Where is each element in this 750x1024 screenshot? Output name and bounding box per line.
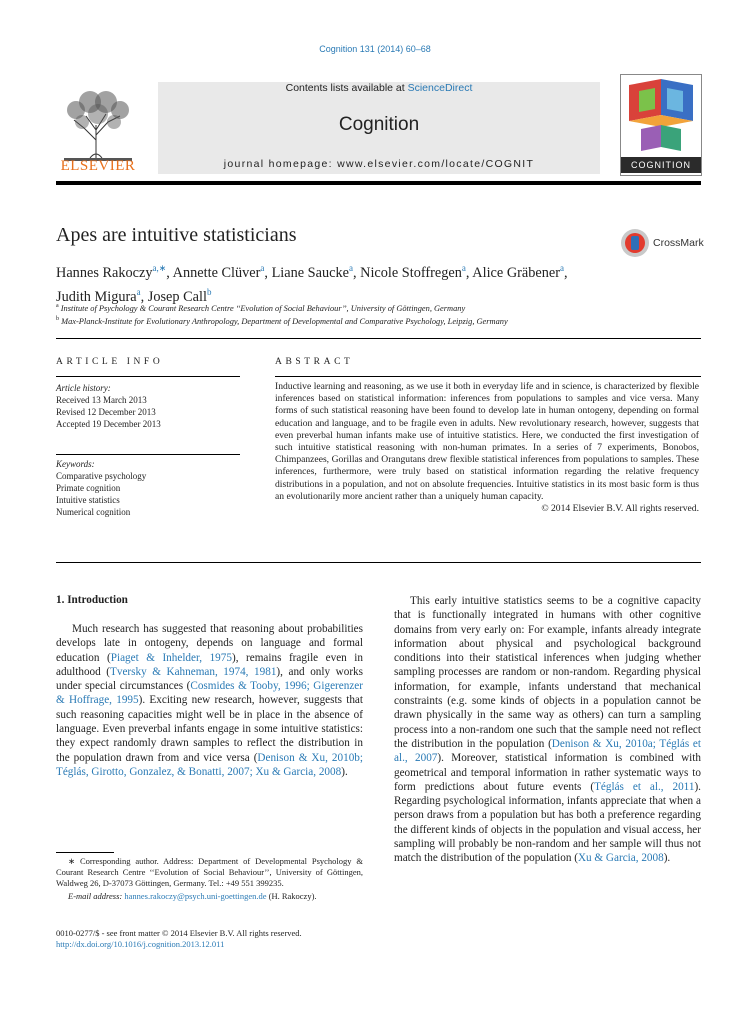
abstract-rule (275, 376, 701, 377)
email-link[interactable]: hannes.rakoczy@psych.uni-goettingen.de (124, 891, 267, 901)
text-run: ). Exciting new research, however, suggests that such reasoning capacities might well be in place in the absence of language. Even preverbal infants engage in some intuitive statistics: they expect randomly drawn samples to reflect the distribution in the population drawn from and vice versa ( (56, 694, 364, 764)
citation-link[interactable]: Téglás et al., 2011 (594, 780, 695, 793)
crossmark-label: CrossMark (653, 237, 704, 249)
author-name: Hannes Rakoczy (56, 264, 153, 281)
abstract (275, 381, 699, 515)
citation-link[interactable]: Denison & Xu, 2010b; Téglás, Girotto, Gonzalez, & Bonatti, 2007; Xu & Garcia, 2008 (56, 751, 363, 778)
author-name: Liane Saucke (271, 264, 349, 281)
author-name: Josep Call (147, 288, 207, 305)
text-run: ). (341, 765, 348, 778)
author-line-2: Judith Migura$^a$, Josep Call$^b$ (56, 286, 212, 305)
history-label: Article history: (56, 383, 111, 393)
affiliation-mark: b (56, 316, 59, 322)
text-run: ). (663, 852, 671, 865)
citation-link[interactable]: Piaget & Inhelder, 1975 (110, 651, 232, 664)
header-rule (56, 181, 701, 185)
author-affil-mark[interactable]: a (348, 263, 353, 273)
citation-link[interactable]: Cosmides & Tooby, 1996; Gigerenzer & Hoffrage, 1995 (56, 680, 363, 707)
article-title: Apes are intuitive statisticians (56, 224, 297, 246)
front-matter-rule (56, 338, 701, 339)
doi-link[interactable]: http://dx.doi.org/10.1016/j.cognition.2013.12.011 (56, 939, 225, 949)
author-affil-mark[interactable]: a (136, 286, 141, 297)
abstract-heading: ABSTRACT (275, 357, 354, 367)
corresponding-text: ∗ Corresponding author. Address: Department of Developmental Psychology & Courant Research Centre ‘‘Evolution of Social Behaviour’’, University of Göttingen, Waldweg 26, D-37073 Göttingen, Germany. Tel.: +49 551 399235. (56, 856, 363, 888)
citation-link[interactable]: Tversky & Kahneman, 1974, 1981 (110, 665, 277, 678)
author-affil-mark[interactable]: a (260, 263, 265, 273)
history-revised: Revised 12 December 2013 (56, 407, 156, 417)
crossmark-icon (620, 228, 650, 258)
keywords (56, 458, 241, 518)
email-suffix: (H. Rakoczy). (266, 891, 317, 901)
affiliation-b (56, 316, 706, 326)
front-matter-text: 0010-0277/$ - see front matter © 2014 Elsevier B.V. All rights reserved. (56, 928, 302, 938)
citation-link[interactable]: Xu & Garcia, 2008 (577, 852, 664, 865)
author-name: Nicole Stoffregen (360, 264, 462, 281)
author-affil-mark[interactable]: b (206, 286, 212, 297)
intro-paragraph-1 (56, 622, 363, 779)
text-run: This early intuitive statistics seems to be a cognitive capacity that is functionally integrated in humans with other cognitive domains from very early on: For example, infants already integrate information about physical and psychological background conditions into their statistical inferences when judging whether sampling processes are random or non-random. Regarding physical information, for example, infants understand that mechanical constraints (e.g. some kinds of objects in a population cannot be drawn physically in the same way as others) can turn a sampling process into a non-random one such that the sample need not reflect the distribution in the population ( (394, 595, 701, 750)
keyword: Intuitive statistics (56, 495, 120, 505)
author-line-1: Hannes Rakoczy$^{a,∗}$, Annette Clüver$^a$, Liane Saucke$^a$, Nicole Stoffregen$^a$, Alice Gräbener$^a$, (56, 263, 568, 281)
journal-cover (620, 74, 702, 176)
corresponding-author-footnote (56, 856, 363, 902)
author-name: Judith Migura (56, 288, 137, 305)
elsevier-wordmark: ELSEVIER (60, 158, 136, 174)
affiliation-text: Institute of Psychology & Courant Research Centre ‘‘Evolution of Social Behaviour’’, University of Göttingen, Germany (60, 303, 466, 313)
author-affil-mark[interactable]: a (461, 263, 466, 273)
text-run: ), and only works under special circumstances ( (56, 665, 363, 693)
author-list (56, 259, 676, 307)
keyword: Comparative psychology (56, 471, 147, 481)
keywords-label: Keywords: (56, 459, 95, 469)
email-label: E-mail address: (68, 891, 123, 901)
author-affil-mark[interactable]: a (560, 263, 564, 273)
citation-link[interactable]: Denison & Xu, 2010a; Téglás et al., 2007 (394, 737, 701, 765)
body-left-column (56, 622, 363, 779)
contents-prefix: Contents lists available at (285, 82, 408, 94)
cover-label: COGNITION (621, 157, 701, 173)
text-run: ), remains fragile even in adulthood ( (56, 651, 363, 678)
abstract-end-rule (56, 562, 701, 563)
abstract-text: Inductive learning and reasoning, as we use it both in everyday life and in science, is characterized by flexible inferences based on statistical information: inferences from populations to samples and vice versa. Many forms of such statistical reasoning have been found to develop late in human ontogeny, depending on formal education and language, and to be fragile even in adults. New revolutionary research, however, suggests that even preverbal human infants make use of intuitive statistics. Here, we conducted the first investigation of such intuitive statistical reasoning with non-human primates. In a series of 7 experiments, Bonobos, Chimpanzees, Gorillas and Orangutans drew flexible statistical inferences from populations to samples. These inferences, furthermore, were truly based on statistical information regarding the relative frequency distributions in a population, and not on absolute frequencies. Intuitive statistics in its most basic form is thus an evolutionarily more ancient rather than a uniquely human capacity. (275, 381, 699, 502)
front-matter-note (56, 928, 363, 950)
contents-line (158, 82, 600, 94)
history-received: Received 13 March 2013 (56, 395, 147, 405)
article-info-rule (56, 376, 240, 377)
author-name: Annette Clüver (172, 264, 261, 281)
keyword: Primate cognition (56, 483, 121, 493)
journal-homepage[interactable]: journal homepage: www.elsevier.com/locate/COGNIT (223, 158, 535, 170)
elsevier-logo (56, 80, 140, 176)
journal-citation[interactable]: Cognition 131 (2014) 60–68 (319, 44, 431, 54)
abstract-copyright: © 2014 Elsevier B.V. All rights reserved. (541, 503, 699, 515)
affiliation-mark: a (56, 303, 59, 309)
history-accepted: Accepted 19 December 2013 (56, 419, 161, 429)
text-run: ). Regarding psychological information, infants appreciate that when a person draws from a population but has both a preference regarding the different kinds of objects in the population and visual access, her sampling will probably be non-random and her sample will thus not match the distribution of the population ( (394, 780, 701, 865)
keywords-rule (56, 454, 240, 455)
text-run: ). Moreover, statistical information is combined with geometrical and temporal information in rather systematic ways to form predictions about future events ( (394, 752, 701, 793)
author-affil-mark[interactable]: a,∗ (152, 263, 167, 273)
intro-paragraph-2 (394, 594, 701, 866)
footnote-rule (56, 852, 114, 853)
section-heading-introduction: 1. Introduction (56, 594, 128, 606)
text-run: Much research has suggested that reasoning about probabilities develops late in ontogeny, depends on language and formal education ( (56, 623, 363, 664)
article-info-heading: ARTICLE INFO (56, 357, 164, 367)
sciencedirect-link[interactable]: ScienceDirect (407, 82, 473, 94)
body-right-column (394, 594, 701, 866)
keyword: Numerical cognition (56, 507, 131, 517)
crossmark-badge[interactable] (620, 228, 702, 258)
author-name: Alice Gräbener (472, 264, 560, 281)
email-line (56, 891, 363, 902)
journal-name: Cognition (338, 114, 420, 135)
affiliation-a (56, 303, 706, 313)
article-history (56, 382, 241, 430)
affiliation-text: Max-Planck-Institute for Evolutionary Anthropology, Department of Developmental and Comparative Psychology, Leipzig, Germany (61, 316, 508, 326)
